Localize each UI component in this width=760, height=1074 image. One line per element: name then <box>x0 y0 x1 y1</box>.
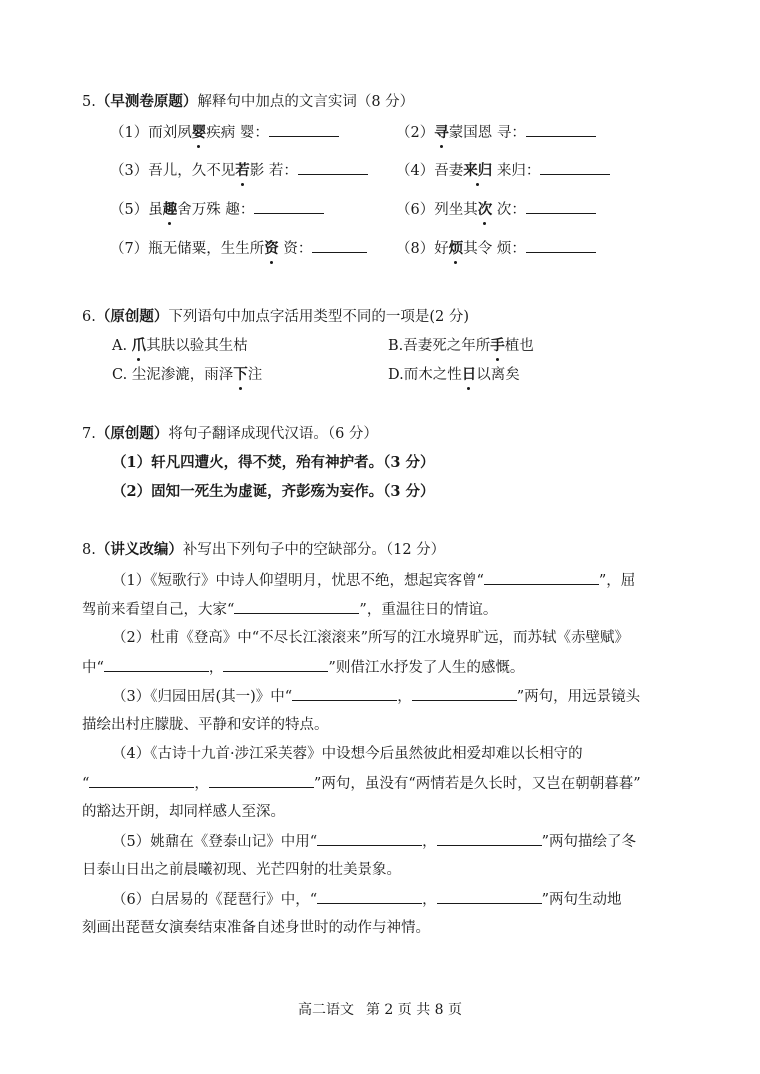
option-text: 以离矣 <box>476 367 520 383</box>
q8-text: ， <box>397 689 412 705</box>
q5-item-text: （5）虽 <box>110 202 163 218</box>
q5-item-text: 蒙国恩 寻： <box>448 125 526 141</box>
q5-stem: 解释句中加点的文言实词（8 分） <box>197 94 415 110</box>
q8-line <box>112 570 635 591</box>
q8-text: ， <box>422 834 437 850</box>
q5-item-text: 资： <box>278 241 313 257</box>
q7-tag: （原创题） <box>95 425 169 442</box>
q8-line <box>112 889 622 910</box>
answer-blank[interactable] <box>526 238 596 253</box>
q8-text: ”两句，用远景镜头 <box>516 689 641 705</box>
q6-heading <box>82 307 469 327</box>
q8-text: 中“ <box>82 660 104 676</box>
q8-heading <box>82 540 445 560</box>
q5-item-8 <box>396 238 596 259</box>
q8-line <box>82 599 497 620</box>
fill-blank[interactable] <box>437 889 542 904</box>
q5-item-text: 舍万殊 趣： <box>177 202 255 218</box>
q5-dotted-char: 来归 <box>463 162 493 179</box>
option-text: 其肤以验其生枯 <box>146 338 248 354</box>
q5-item-text: （7）瓶无储粟，生生所 <box>110 241 265 257</box>
q8-line <box>82 773 641 794</box>
q5-heading <box>82 92 414 112</box>
q6-dotted-char: 下 <box>233 366 248 383</box>
q8-line <box>82 657 524 678</box>
q5-dotted-char: 次 <box>477 201 493 218</box>
q8-line: 刻画出琵琶女演奏结束准备自述身世时的动作与神情。 <box>82 920 430 936</box>
q6-number: 6. <box>82 309 96 325</box>
q5-item-text: 来归： <box>492 163 541 179</box>
answer-blank[interactable] <box>526 122 596 137</box>
answer-blank[interactable] <box>298 160 368 175</box>
q6-tag: （原创题） <box>95 308 169 325</box>
option-letter: A. <box>112 338 132 354</box>
footer-page-number: 第 2 页 共 8 页 <box>365 1002 463 1018</box>
q5-item-4 <box>396 160 610 181</box>
answer-blank[interactable] <box>526 199 596 214</box>
q8-line <box>112 831 636 852</box>
q8-line: 日泰山日出之前晨曦初现、光芒四射的壮美景象。 <box>82 862 401 878</box>
q8-line: （4）《古诗十九首·涉江采芙蓉》中设想今后虽然彼此相爱却难以长相守的 <box>112 746 583 762</box>
q8-text: ”两句，虽没有“两情若是久长时，又岂在朝朝暮暮” <box>313 776 641 792</box>
q8-text: （3）《归园田居(其一)》中“ <box>112 689 293 705</box>
q5-dotted-char: 若 <box>235 162 250 179</box>
q5-item-text: （6）列坐其 <box>396 202 478 218</box>
q8-text: ”，屈 <box>598 573 636 589</box>
q8-tag: （讲义改编） <box>95 541 183 558</box>
q8-text: ”两句生动地 <box>541 892 622 908</box>
q5-item-text: 其令 烦： <box>463 241 526 257</box>
q8-text: ， <box>208 660 224 676</box>
q8-text: ， <box>422 892 437 908</box>
q8-text: （5）姚鼐在《登泰山记》中用“ <box>112 834 318 850</box>
q8-text: （6）白居易的《琵琶行》中，“ <box>112 892 318 908</box>
option-text: 注 <box>247 367 263 383</box>
q5-item-text: （1）而刘夙 <box>110 125 192 141</box>
q5-item-text: （3）吾儿，久不见 <box>110 163 236 179</box>
q5-dotted-char: 寻 <box>434 124 449 141</box>
fill-blank[interactable] <box>209 773 314 788</box>
q6-dotted-char: 手 <box>490 337 505 354</box>
q8-number: 8. <box>82 542 96 558</box>
page-footer <box>0 1000 760 1020</box>
q5-dotted-char: 趣 <box>162 201 178 218</box>
option-text: 植也 <box>504 338 534 354</box>
q8-text: ， <box>194 776 209 792</box>
option-text: C. 尘泥渗漉，雨泽 <box>112 367 234 383</box>
q6-option-c[interactable] <box>112 365 262 385</box>
q5-item-text: （8）好 <box>396 241 449 257</box>
fill-blank[interactable] <box>292 686 397 701</box>
q5-number: 5. <box>82 94 96 110</box>
q5-item-text: 次： <box>492 202 526 218</box>
q5-item-5 <box>110 199 324 220</box>
q8-stem: 补写出下列句子中的空缺部分。（12 分） <box>182 542 446 558</box>
q6-option-b[interactable] <box>388 336 534 356</box>
q6-dotted-char: 爪 <box>131 337 147 354</box>
q5-item-7 <box>110 238 367 259</box>
fill-blank[interactable] <box>437 831 542 846</box>
q6-stem: 下列语句中加点字活用类型不同的一项是(2 分) <box>168 309 469 325</box>
q6-option-a[interactable] <box>112 336 248 356</box>
answer-blank[interactable] <box>269 122 339 137</box>
q5-item-2 <box>396 122 596 143</box>
q8-line <box>112 686 640 707</box>
q5-dotted-char: 烦 <box>448 240 464 257</box>
q8-text: “ <box>82 776 90 792</box>
q8-line: （2）杜甫《登高》中“不尽长江滚滚来”所写的江水境界旷远，而苏轼《赤壁赋》 <box>112 630 630 646</box>
answer-blank[interactable] <box>312 238 367 253</box>
q8-line: 描绘出村庄朦胧、平静和安详的特点。 <box>82 717 329 733</box>
q7-heading <box>82 424 378 444</box>
q5-tag: （早测卷原题） <box>95 93 198 110</box>
fill-blank[interactable] <box>223 657 328 672</box>
q5-dotted-char: 资 <box>264 240 279 257</box>
q8-text: ”，重温往日的情谊。 <box>359 602 498 618</box>
fill-blank[interactable] <box>412 686 517 701</box>
option-text: B.吾妻死之年所 <box>388 338 491 354</box>
fill-blank[interactable] <box>317 889 422 904</box>
q5-item-text: 疾病 婴： <box>206 125 269 141</box>
q7-sentence-2: （2）固知一死生为虚诞，齐彭殇为妄作。（3 分） <box>112 483 435 500</box>
q7-sentence-1: （1）轩凡四遭火，得不焚，殆有神护者。（3 分） <box>112 454 435 471</box>
option-text: D.而木之性 <box>388 367 462 383</box>
q6-dotted-char: 日 <box>461 366 477 383</box>
q8-line: 的豁达开朗，却同样感人至深。 <box>82 804 285 820</box>
fill-blank[interactable] <box>234 599 359 614</box>
q5-item-text: 影 若： <box>249 163 298 179</box>
q5-dotted-char: 婴 <box>191 124 207 141</box>
footer-subject: 高二语文 <box>297 1002 354 1018</box>
q5-item-text: （4）吾妻 <box>396 163 464 179</box>
q6-option-d[interactable] <box>388 365 520 385</box>
q8-text: 驾前来看望自己，大家“ <box>82 602 235 618</box>
fill-blank[interactable] <box>317 831 422 846</box>
q7-number: 7. <box>82 426 96 442</box>
fill-blank[interactable] <box>89 773 194 788</box>
q7-stem: 将句子翻译成现代汉语。（6 分） <box>168 426 378 442</box>
fill-blank[interactable] <box>484 570 599 585</box>
q5-item-text: （2） <box>396 125 435 141</box>
q5-item-3 <box>110 160 368 181</box>
answer-blank[interactable] <box>540 160 610 175</box>
q8-text: ”则借江水抒发了人生的感慨。 <box>328 660 525 676</box>
q8-text: ”两句描绘了冬 <box>541 834 637 850</box>
answer-blank[interactable] <box>254 199 324 214</box>
q5-item-6 <box>396 199 596 220</box>
q5-item-1 <box>110 122 339 143</box>
fill-blank[interactable] <box>104 657 209 672</box>
q8-text: （1）《短歌行》中诗人仰望明月，忧思不绝，想起宾客曾“ <box>112 573 484 589</box>
